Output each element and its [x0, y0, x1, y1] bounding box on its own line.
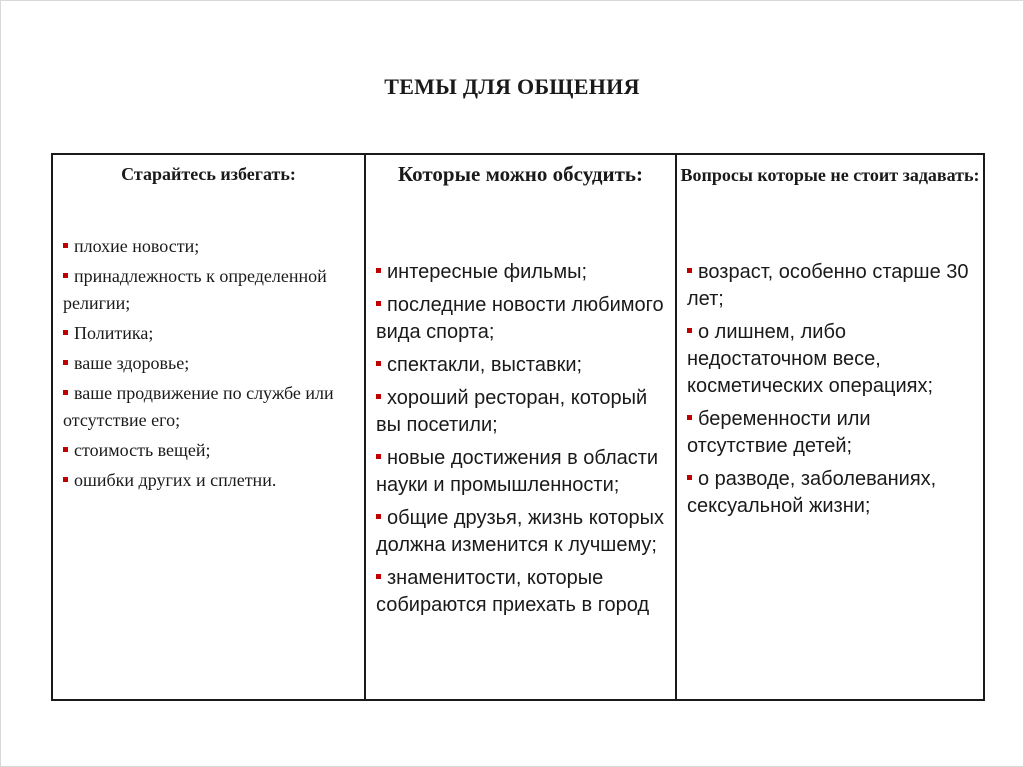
list-item: хороший ресторан, который вы посетили; — [376, 387, 648, 436]
bullet-square-icon — [63, 447, 68, 452]
bullet-square-icon — [376, 514, 381, 519]
list-item: новые достижения в области науки и промышленности; — [376, 447, 659, 496]
bullet-square-icon — [376, 361, 381, 366]
slide-title: ТЕМЫ ДЛЯ ОБЩЕНИЯ — [384, 74, 640, 99]
bullet-square-icon — [376, 574, 381, 579]
column-header-dont-ask: Вопросы которые не стоит задавать: — [680, 165, 980, 185]
list-discuss — [376, 259, 665, 625]
list-item: ваше продвижение по службе или отсутствие его; — [63, 383, 334, 430]
bullet-square-icon — [687, 475, 692, 480]
list-dont-ask — [687, 259, 973, 526]
topics-table — [51, 153, 985, 701]
bullet-square-icon — [687, 328, 692, 333]
list-item: ваше здоровье; — [63, 350, 354, 377]
column-header-avoid: Старайтесь избегать: — [121, 164, 296, 184]
bullet-square-icon — [63, 390, 68, 395]
list-item: общие друзья, жизнь которых должна изменится к лучшему; — [376, 507, 664, 556]
list-item: знаменитости, которые собираются приехать в город — [376, 567, 650, 616]
bullet-square-icon — [376, 268, 381, 273]
list-item: принадлежность к определенной религии; — [63, 266, 327, 313]
bullet-square-icon — [63, 477, 68, 482]
bullet-square-icon — [687, 268, 692, 273]
bullet-square-icon — [63, 243, 68, 248]
list-item: ошибки других и сплетни. — [63, 467, 354, 494]
list-item: последние новости любимого вида спорта; — [376, 294, 664, 343]
bullet-square-icon — [376, 301, 381, 306]
list-item: спектакли, выставки; — [376, 352, 665, 379]
bullet-square-icon — [376, 454, 381, 459]
list-avoid — [63, 233, 354, 497]
list-item: беременности или отсутствие детей; — [687, 408, 871, 457]
list-item: о лишнем, либо недостаточном весе, косметических операциях; — [687, 321, 933, 397]
column-avoid — [53, 155, 364, 699]
list-item: возраст, особенно старше 30 лет; — [687, 261, 969, 310]
bullet-square-icon — [63, 330, 68, 335]
column-header-discuss: Которые можно обсудить: — [397, 162, 644, 186]
bullet-square-icon — [376, 394, 381, 399]
list-item: стоимость вещей; — [63, 437, 354, 464]
bullet-square-icon — [63, 360, 68, 365]
list-item: Политика; — [63, 320, 354, 347]
bullet-square-icon — [63, 273, 68, 278]
list-item: плохие новости; — [63, 233, 354, 260]
list-item: о разводе, заболеваниях, сексуальной жизни; — [687, 468, 937, 517]
bullet-square-icon — [687, 415, 692, 420]
list-item: интересные фильмы; — [376, 259, 665, 286]
column-discuss — [364, 155, 675, 699]
column-dont-ask — [675, 155, 983, 699]
